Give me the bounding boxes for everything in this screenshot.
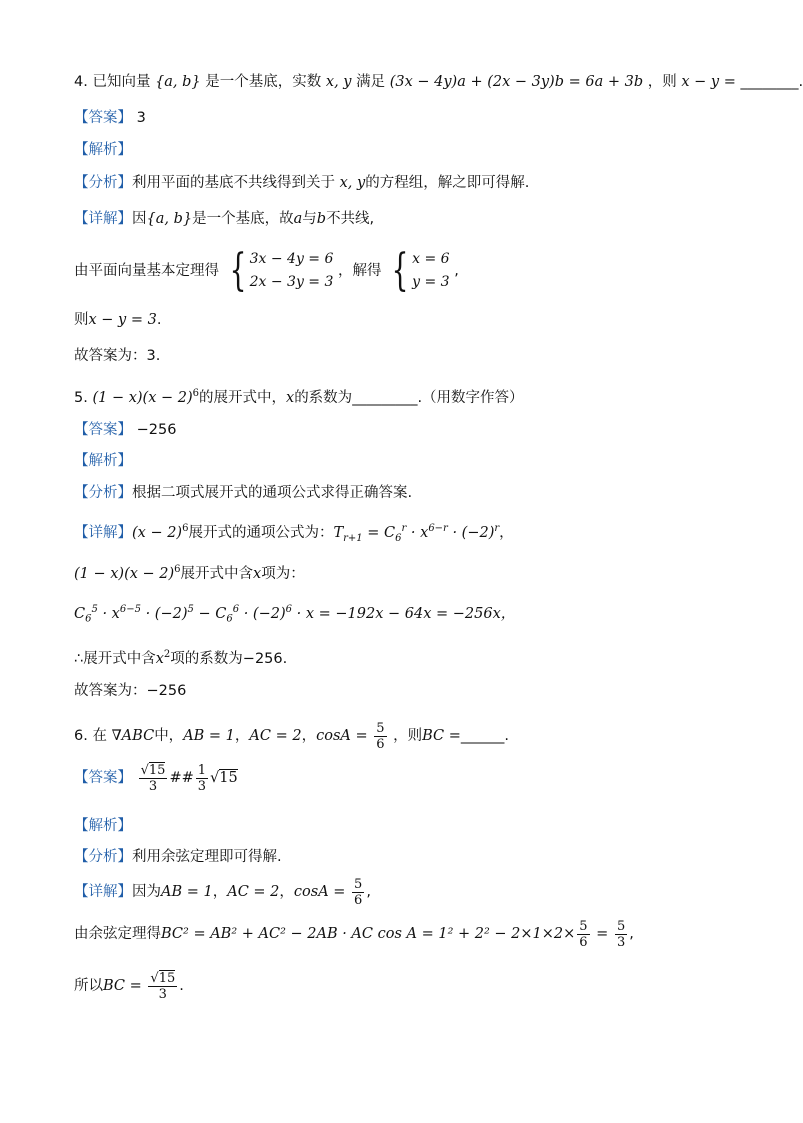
q6-analysis-tag: 【解析】 [74, 818, 132, 834]
q6-xj1-ac: AC = 2 [227, 884, 280, 900]
q5-xj2-x: x [253, 565, 262, 582]
q6-answer [74, 760, 238, 796]
q5-xj3-sub4: 6 [226, 613, 233, 625]
q5-stem [74, 384, 524, 408]
q6-answer-frac [139, 763, 168, 794]
q5-xj3-sub1: 6 [85, 613, 92, 625]
q4-xiangjie-1 [74, 209, 374, 229]
q5-answer-value: −256 [136, 422, 177, 438]
q5-final: 故答案为：−256 [74, 683, 187, 699]
q6-xj1-ab: AB = 1 [161, 884, 213, 900]
q4-xj1-text3: 与 [302, 211, 317, 227]
q4-sys2-row2: y = 3 [412, 274, 450, 290]
q5-xj3-p5: · x = −192x − 64x = −256x， [292, 605, 516, 622]
q6-ab: AB = 1 [183, 728, 235, 744]
q5-xiangjie-tag: 【详解】 [74, 524, 132, 541]
q5-xiangjie-4 [74, 645, 287, 669]
q4-ask: x − y = [681, 74, 736, 90]
q6-xj2-eq: BC² = AB² + AC² − 2AB · AC cos A = 1² + 2² − 2×1×2× [161, 926, 576, 942]
q5-xj1-expr: (x − 2) [132, 524, 183, 541]
q4-final: 故答案为：3. [74, 348, 161, 364]
q6-cos: cosA = [316, 728, 368, 744]
q5-xj3-p2: · (−2) [140, 605, 188, 622]
q5-C-sub: 6 [395, 532, 402, 544]
q6-xj1-end: , [366, 884, 371, 900]
q4-vars: x, y [325, 74, 352, 90]
q5-xj3-sup4: 6 [232, 604, 240, 615]
q5-blank: _________. [352, 389, 423, 406]
q5-x-sup: 6−r [428, 523, 448, 534]
q5-xj3-sup2: 6−5 [119, 604, 141, 615]
q5-stem-text3: （用数字作答） [422, 389, 524, 406]
q5-xj2-text2: 项为： [261, 565, 305, 582]
q6-ans2-num: 1 [197, 762, 207, 778]
q6-xj2-frac2 [615, 919, 627, 950]
q4-xiangjie-3 [74, 310, 161, 330]
q6-xj3-end: . [179, 978, 184, 994]
q4-xj1-text2: 是一个基底，故 [192, 211, 294, 227]
q5-xj4-sup: 2 [163, 649, 171, 660]
q6-stem-text2: 中， [154, 728, 184, 744]
q5-tail: · (−2) [447, 524, 495, 541]
q4-answer-value: 3 [136, 110, 146, 126]
q6-fenxi-tag: 【分析】 [74, 849, 132, 865]
q4-basis: {a, b} [155, 74, 201, 90]
q6-ans-radicand: 15 [148, 762, 166, 778]
q6-xj2-eq2: = [591, 926, 613, 942]
q4-xj1-vec-b: b [316, 211, 327, 227]
q6-xj3-eq: BC = [103, 978, 142, 994]
q5-xj1-text: 展开式的通项公式为： [188, 524, 334, 541]
q6-xj1-num: 5 [354, 876, 363, 892]
q5-xj3-C: C [74, 605, 86, 622]
q4-stem-text2: 是一个基底，实数 [205, 74, 322, 90]
q5-xj4-x: x [155, 650, 164, 667]
q5-fenxi-text: 根据二项式展开式的通项公式求得正确答案. [132, 485, 413, 501]
q6-xj1-sep2: ， [279, 884, 294, 900]
q5-x: x [286, 389, 295, 406]
q5-exp: 6 [192, 388, 199, 399]
q4-xj3-eq: x − y = 3 [88, 312, 157, 328]
q6-xiangjie-2 [74, 916, 634, 952]
q6-answer-tag: 【答案】 [74, 770, 132, 786]
q4-xj2-end: , [454, 263, 459, 279]
q6-xj1-cos: cosA = [293, 884, 346, 900]
q5-stem-num: 5. [74, 389, 88, 406]
q6-stem [74, 718, 509, 754]
q6-xj2-end: , [629, 926, 634, 942]
q6-sep1: ， [234, 728, 250, 744]
q4-analysis-tag: 【解析】 [74, 142, 132, 158]
q4-answer-tag: 【答案】 [74, 110, 132, 126]
q4-stem-text4: ，则 [647, 74, 677, 90]
q6-stem-text: 6. 在 [74, 728, 107, 744]
q5-xiangjie-1 [74, 519, 514, 549]
q4-xj3-text: 则 [74, 312, 89, 328]
q5-analysis-tag: 【解析】 [74, 453, 132, 469]
q4-fenxi [74, 173, 529, 193]
q4-xj1-vec-a: a [293, 211, 303, 227]
q5-xiangjie-2 [74, 560, 305, 584]
sqrt-symbol: √ [150, 970, 159, 986]
brace-symbol: { [229, 245, 247, 296]
q6-blank: ______. [460, 728, 510, 744]
q5-xj3-sup5: 6 [285, 604, 293, 615]
q5-xiangjie-3 [74, 600, 515, 630]
q4-xiangjie-tag: 【详解】 [74, 211, 132, 227]
q6-xj2-den: 6 [579, 934, 588, 950]
q5-T: T [333, 524, 344, 541]
q5-xj3-p3: − C [193, 605, 227, 622]
q4-fenxi-text: 利用平面的基底不共线得到关于 [132, 175, 335, 191]
q6-xj3-frac [148, 971, 177, 1002]
q5-stem-text: 的展开式中， [199, 389, 286, 406]
q5-fenxi-tag: 【分析】 [74, 485, 132, 501]
q5-T-sub: r+1 [343, 532, 363, 544]
q5-xj2-expr: (1 − x)(x − 2) [74, 565, 175, 582]
q5-xj2-text: 展开式中含 [180, 565, 254, 582]
q6-xiangjie-3 [74, 968, 184, 1004]
q6-sep2: ， [301, 728, 317, 744]
q6-xj3-radicand: 15 [158, 970, 176, 986]
q6-frac-den: 6 [376, 736, 385, 752]
q4-system-2 [386, 245, 450, 296]
q4-xj1-text: 因 [132, 211, 147, 227]
q4-fenxi-tag: 【分析】 [74, 175, 132, 191]
q4-fenxi-end: 的方程组，解之即可得解. [365, 175, 530, 191]
q5-xj1-end: ， [499, 524, 514, 541]
q6-ac: AC = 2 [249, 728, 302, 744]
q4-stem-text: 4. 已知向量 [74, 74, 151, 90]
q6-xj2-num: 5 [579, 918, 588, 934]
q4-answer [74, 108, 146, 128]
q4-xj2-text2: ，解得 [338, 263, 382, 279]
q4-fenxi-vars: x, y [339, 175, 366, 191]
q6-xj1-text: 因为 [132, 884, 161, 900]
q4-sys1-row1: 3x − 4y = 6 [249, 251, 334, 267]
sqrt-symbol: √ [210, 770, 220, 786]
q4-stem-text3: 满足 [356, 74, 386, 90]
q6-fenxi-text: 利用余弦定理即可得解. [132, 849, 282, 865]
q5-xj4-text: ∴展开式中含 [74, 650, 156, 667]
q5-xj4-text2: 项的系数为−256. [170, 650, 288, 667]
q6-frac-num: 5 [376, 720, 385, 736]
q6-ans-sep: ## [169, 770, 194, 786]
q6-xj3-den: 3 [158, 986, 167, 1002]
q6-xj2-den2: 3 [616, 934, 626, 950]
q6-fraction [374, 721, 386, 752]
sqrt-symbol: √ [140, 762, 149, 778]
q6-xj3-text: 所以 [74, 978, 103, 994]
q5-x-term: · x [406, 524, 429, 541]
q6-ans2-radicand: 15 [219, 770, 238, 786]
q5-xj1-exp: 6 [182, 523, 189, 534]
q5-xj3-sup3: 5 [187, 604, 194, 615]
q6-xj1-sep1: ， [212, 884, 228, 900]
q6-fenxi [74, 847, 282, 867]
q4-sys1-row2: 2x − 3y = 3 [249, 274, 334, 290]
q6-xj2-text: 由余弦定理得 [74, 926, 161, 942]
q4-sys2-row1: x = 6 [412, 251, 450, 267]
q6-stem-text3: ，则 [393, 728, 423, 744]
q4-xj3-end: . [156, 312, 162, 328]
q4-equation: (3x − 4y)a + (2x − 3y)b = 6a + 3b [389, 74, 644, 90]
q5-xj2-exp: 6 [174, 564, 181, 575]
q6-answer-frac2 [196, 763, 208, 794]
q6-xj2-frac [577, 919, 589, 950]
q4-xj2-text: 由平面向量基本定理得 [74, 263, 219, 279]
q6-xj2-num2: 5 [616, 918, 626, 934]
q6-xj1-den: 6 [354, 892, 363, 908]
q6-xiangjie-tag: 【详解】 [74, 884, 132, 900]
q5-answer [74, 420, 176, 440]
q5-eq-C: = C [362, 524, 396, 541]
q5-tail-sup: r [494, 523, 500, 534]
q4-stem [74, 72, 803, 92]
q5-C-sup: r [401, 523, 407, 534]
q5-xj3-p4: · (−2) [239, 605, 286, 622]
q5-xj1-formula [333, 523, 500, 544]
q6-bc: BC = [422, 728, 461, 744]
q4-xj1-text4: 不共线, [326, 211, 375, 227]
brace-symbol: { [391, 245, 409, 296]
q6-ans-den: 3 [148, 778, 158, 794]
q4-xj1-basis: {a, b} [146, 211, 193, 227]
q5-xj3-sup1: 5 [91, 604, 98, 615]
q5-stem-text2: 的系数为 [294, 389, 353, 406]
q5-fenxi [74, 483, 412, 503]
q6-xiangjie-1 [74, 874, 371, 910]
q5-answer-tag: 【答案】 [74, 422, 132, 438]
q4-blank: ________. [740, 74, 803, 90]
q6-triangle: ∇ABC [111, 728, 155, 744]
q6-ans2-den: 3 [197, 778, 207, 794]
q4-system-1 [224, 245, 334, 296]
q5-expr: (1 − x)(x − 2) [92, 389, 193, 406]
q6-xj1-frac [352, 877, 364, 908]
q4-xiangjie-2 [74, 245, 459, 296]
q5-xj3-p1: · x [97, 605, 120, 622]
